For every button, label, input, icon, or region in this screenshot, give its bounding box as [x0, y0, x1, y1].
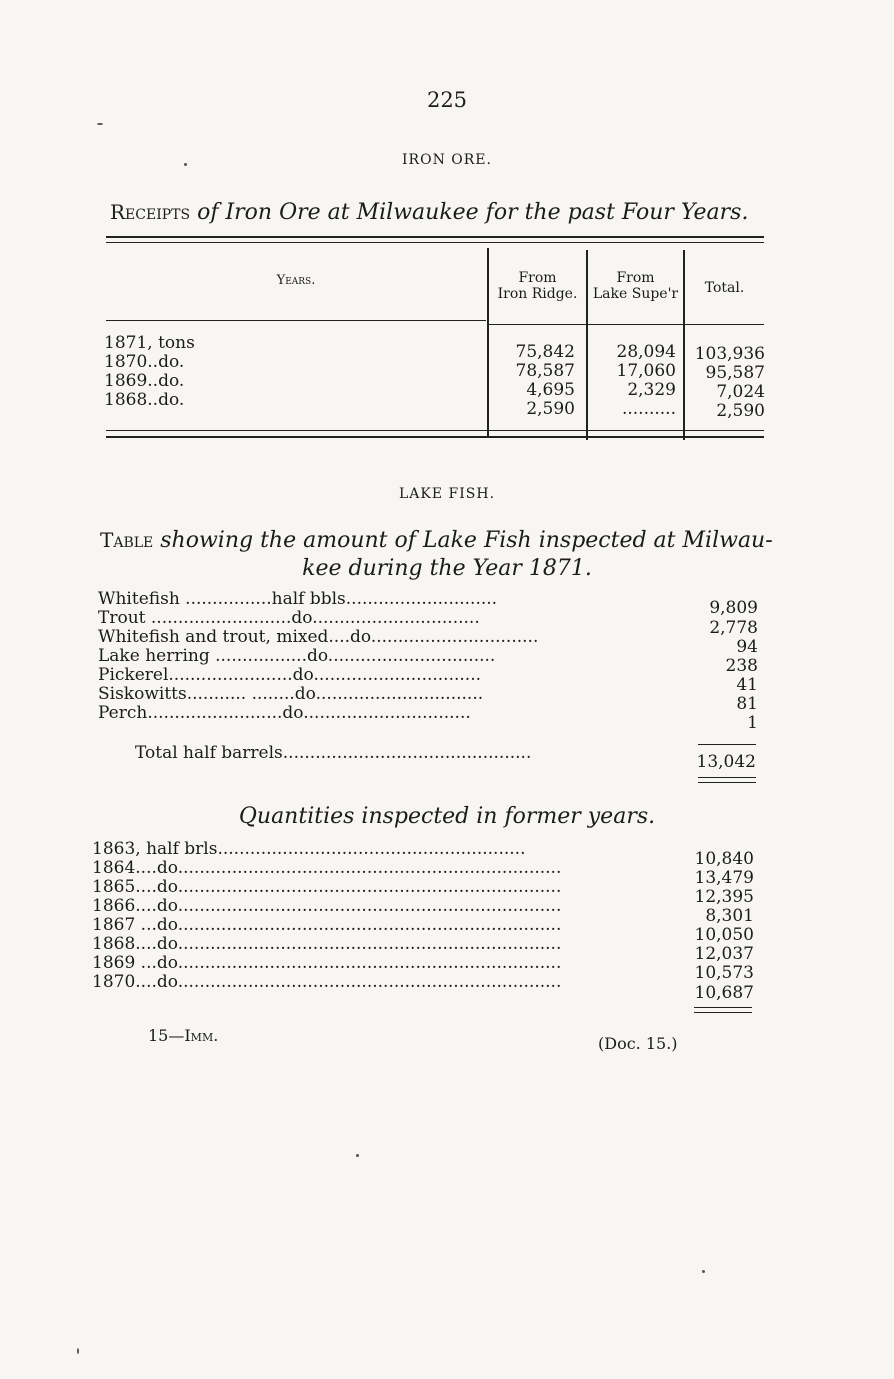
list-item-value: 8,301	[705, 906, 754, 926]
column-header-line: From	[616, 270, 655, 286]
list-item-label: 1863, half brls.........................................................	[92, 840, 526, 859]
column-header-years: Years.	[276, 273, 316, 288]
column-header-lake-superior	[588, 270, 683, 302]
column-header-iron-ridge	[489, 270, 586, 302]
total-value: 2,590	[716, 401, 765, 421]
total-value: 95,587	[705, 363, 765, 383]
iron-ore-table-title	[110, 200, 790, 225]
list-item-label: Pickerel.......................do...............................	[98, 666, 482, 685]
iron-ore-title-lead: Receipts	[110, 200, 191, 224]
total-rule	[698, 777, 756, 778]
column-header-total: Total.	[704, 280, 745, 296]
total-rule	[698, 782, 756, 783]
list-item-label: Trout ..........................do...............................	[98, 609, 480, 628]
list-item-value: 1	[747, 713, 758, 733]
total-value: 103,936	[694, 344, 765, 364]
list-item-label: Siskowitts........... ........do...............................	[98, 685, 484, 704]
list-item-value: 2,778	[709, 618, 758, 638]
header-rule	[106, 320, 486, 321]
list-item-label: 1864....do.......................................................................	[92, 859, 562, 878]
list-item-label: 1868....do.......................................................................	[92, 935, 562, 954]
total-rule	[694, 1007, 752, 1008]
signature-mark: 15—Imm.	[148, 1026, 219, 1045]
total-value: 7,024	[716, 382, 765, 402]
page-number: 225	[426, 88, 468, 112]
table-row-label: 1869..do.	[104, 372, 185, 391]
list-item-value: 81	[736, 694, 758, 714]
total-rule	[694, 1012, 752, 1013]
column-header-line: From	[518, 270, 557, 286]
lake-fish-title-lead: Table	[100, 528, 154, 552]
list-item-value: 10,050	[694, 925, 754, 945]
list-item-label: Whitefish ................half bbls............................	[98, 590, 498, 609]
lake-fish-table-title	[100, 528, 780, 553]
lake-superior-value: 28,094	[616, 342, 676, 362]
iron-ridge-value: 75,842	[515, 342, 575, 362]
lake-fish-title-line2: kee during the Year 1871.	[302, 556, 592, 581]
scan-speck	[77, 1348, 79, 1354]
list-item-label: 1867 ...do.......................................................................	[92, 916, 562, 935]
iron-ore-title-rest: of Iron Ore at Milwaukee for the past Four Years.	[197, 200, 749, 225]
header-rule	[489, 324, 764, 325]
column-header-line: Iron Ridge.	[497, 286, 578, 302]
lake-superior-value: 17,060	[616, 361, 676, 381]
table-bottom-rule-thin	[106, 430, 764, 431]
lake-superior-value: 2,329	[627, 380, 676, 400]
table-row-label: 1871, tons	[104, 334, 195, 353]
list-item-label: 1865....do.......................................................................	[92, 878, 562, 897]
list-item-value: 41	[736, 675, 758, 695]
total-label: Total half barrels..............................................	[135, 744, 532, 763]
iron-ridge-value: 78,587	[515, 361, 575, 381]
former-years-heading: Quantities inspected in former years.	[238, 804, 656, 829]
table-bottom-rule	[106, 436, 764, 438]
list-item-label: Lake herring .................do...............................	[98, 647, 496, 666]
table-row-label: 1868..do.	[104, 391, 185, 410]
list-item-label: 1870....do.......................................................................	[92, 973, 562, 992]
lake-fish-heading: LAKE FISH.	[398, 486, 496, 502]
table-top-rule	[106, 236, 764, 238]
list-item-value: 10,687	[694, 983, 754, 1003]
list-item-value: 13,479	[694, 868, 754, 888]
iron-ore-heading: IRON ORE.	[402, 152, 492, 168]
list-item-label: 1866....do.......................................................................	[92, 897, 562, 916]
iron-ridge-value: 2,590	[526, 399, 575, 419]
lake-fish-title-line1: showing the amount of Lake Fish inspected at Milwau-	[160, 528, 773, 553]
list-item-label: Perch.........................do...............................	[98, 704, 471, 723]
list-item-value: 12,395	[694, 887, 754, 907]
table-row-label: 1870..do.	[104, 353, 185, 372]
total-value: 13,042	[696, 752, 756, 772]
column-header-line: Lake Supe'r	[592, 286, 679, 302]
list-item-value: 238	[725, 656, 758, 676]
scan-speck	[356, 1154, 359, 1157]
list-item-value: 12,037	[694, 944, 754, 964]
table-top-rule-thin	[106, 242, 764, 243]
scan-speck	[97, 123, 103, 125]
iron-ridge-value: 4,695	[526, 380, 575, 400]
sum-rule	[698, 744, 756, 745]
scan-speck	[184, 163, 187, 166]
list-item-label: Whitefish and trout, mixed....do...............................	[98, 628, 539, 647]
document-reference: (Doc. 15.)	[598, 1034, 678, 1053]
list-item-value: 9,809	[709, 598, 758, 618]
list-item-value: 94	[736, 637, 758, 657]
lake-superior-value: ..........	[621, 399, 676, 419]
scan-speck	[702, 1270, 705, 1273]
list-item-value: 10,573	[694, 963, 754, 983]
list-item-value: 10,840	[694, 849, 754, 869]
list-item-label: 1869 ...do.......................................................................	[92, 954, 562, 973]
